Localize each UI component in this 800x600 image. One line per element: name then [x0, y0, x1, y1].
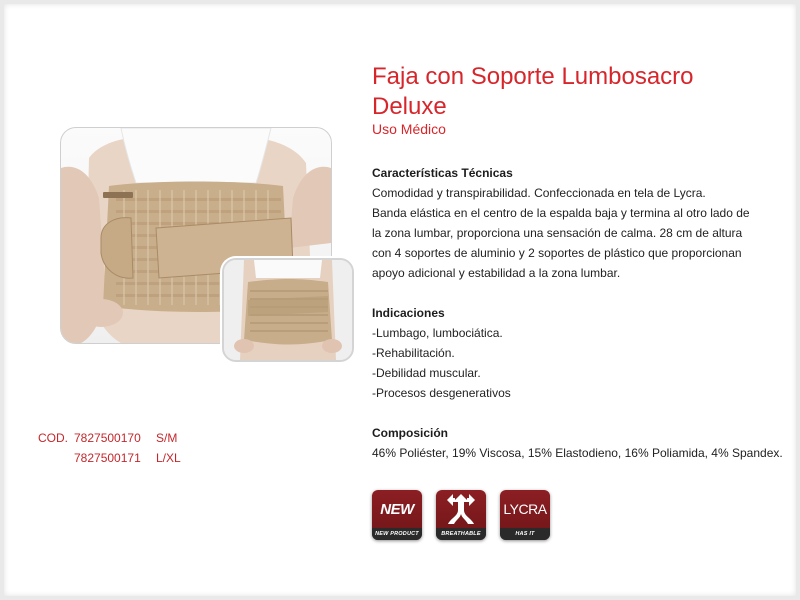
indications-section: [372, 303, 792, 403]
indication-item: -Debilidad muscular.: [372, 366, 481, 380]
code-label: COD.: [38, 431, 68, 445]
feature-badges: [372, 490, 550, 540]
code-label-spacer: [38, 448, 74, 468]
tech-line: la zona lumbar, proporciona una sensación de calma. 28 cm de altura: [372, 226, 743, 240]
tech-line: Banda elástica en el centro de la espalda baja y termina al otro lado de: [372, 206, 750, 220]
composition-heading: Composición: [372, 426, 449, 440]
tech-section: [372, 163, 792, 283]
product-description: [372, 163, 792, 483]
tech-line: con 4 soportes de aluminio y 2 soportes de plástico que proporcionan: [372, 246, 742, 260]
product-title: Faja con Soporte Lumbosacro Deluxe: [372, 63, 694, 120]
code-size: L/XL: [156, 451, 181, 465]
indication-item: -Procesos desgenerativos: [372, 386, 511, 400]
code-number: 7827500170: [74, 431, 141, 445]
breathable-badge-caption: BREATHABLE: [436, 528, 486, 540]
product-subtitle: Uso Médico: [372, 121, 446, 137]
product-image-back: [222, 258, 354, 362]
code-size: S/M: [156, 431, 178, 445]
new-badge-caption: NEW PRODUCT: [372, 528, 422, 540]
indications-heading: Indicaciones: [372, 306, 445, 320]
code-number: 7827500171: [74, 451, 141, 465]
new-product-badge: [372, 490, 422, 540]
tech-line: apoyo adicional y estabilidad a la zona lumbar.: [372, 266, 621, 280]
breathable-arrows-icon: [436, 490, 486, 528]
lycra-badge: [500, 490, 550, 540]
new-icon: [372, 490, 422, 528]
tech-heading: Características Técnicas: [372, 166, 513, 180]
indication-item: -Lumbago, lumbociática.: [372, 326, 503, 340]
lycra-badge-caption: HAS IT: [500, 528, 550, 540]
indication-item: -Rehabilitación.: [372, 346, 455, 360]
new-badge-title: NEW: [380, 500, 414, 518]
code-row: [38, 448, 196, 468]
lycra-badge-title: LYCRA: [503, 501, 547, 517]
lycra-icon: [500, 490, 550, 528]
tech-line: Comodidad y transpirabilidad. Confeccionada en tela de Lycra.: [372, 186, 706, 200]
composition-section: [372, 423, 792, 463]
code-row: [38, 428, 196, 448]
composition-text: 46% Poliéster, 19% Viscosa, 15% Elastodieno, 16% Poliamida, 4% Spandex.: [372, 446, 783, 460]
product-codes: [38, 428, 196, 468]
breathable-badge: [436, 490, 486, 540]
